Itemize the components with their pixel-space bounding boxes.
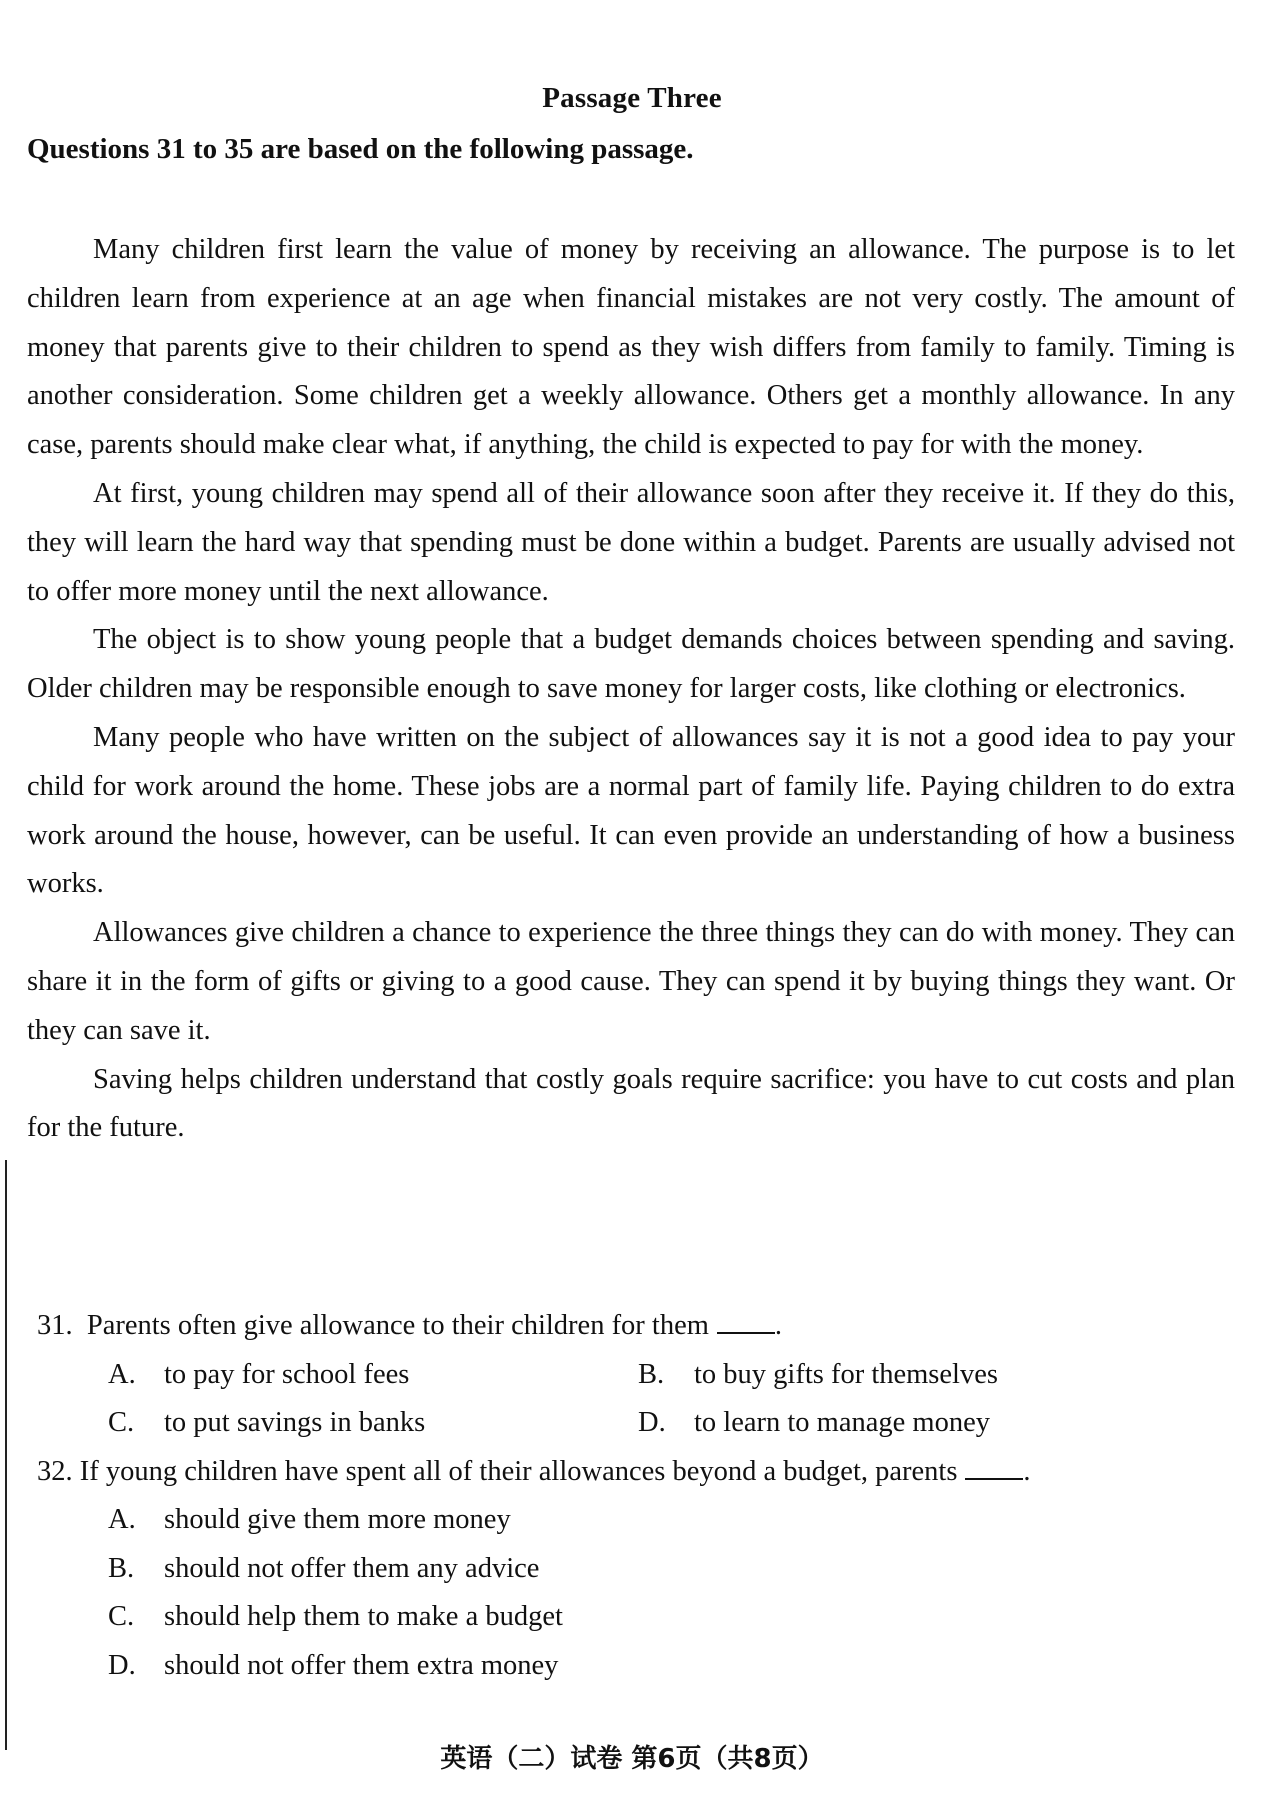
option-list (37, 1351, 1247, 1448)
question-stem (37, 1448, 1247, 1497)
answer-blank (717, 1310, 775, 1334)
option-letter: D. (108, 1649, 136, 1681)
option-letter: C. (108, 1601, 135, 1632)
passage-paragraph: Saving helps children understand that costly goals require sacrifice: you have to cut costs and plan for the future. (27, 1063, 1235, 1144)
option-letter: B. (108, 1552, 135, 1584)
instructions: Questions 31 to 35 are based on the following passage. (27, 133, 694, 165)
option-list (37, 1496, 1247, 1690)
passage-title: Passage Three (542, 82, 722, 114)
question-32 (37, 1448, 1247, 1691)
option-text: to put savings in banks (164, 1407, 426, 1438)
option-text: to learn to manage money (694, 1407, 990, 1438)
questions-section (37, 1302, 1247, 1690)
option-letter: A. (108, 1358, 136, 1390)
question-text: Parents often give allowance to their children for them (86, 1310, 709, 1341)
option-letter: C. (108, 1407, 135, 1438)
option-a[interactable] (108, 1351, 638, 1400)
option-text: should help them to make a budget (164, 1601, 563, 1632)
option-letter: A. (108, 1504, 136, 1535)
passage-paragraph: The object is to show young people that a budget demands choices between spending and saving. Older children may be responsible enough to save money for larger costs, like clothing or electronics. (27, 624, 1235, 705)
option-text: should give them more money (164, 1504, 511, 1535)
question-end-punct: . (774, 1310, 783, 1341)
passage-paragraph: Many children first learn the value of money by receiving an allowance. The purpose is to let children learn from experience at an age when financial mistakes are not very costly. The amount of money that parents give to their children to spend as they wish differs from family to family. Timing is another consideration. Some children get a weekly allowance. Others get a monthly allowance. In any case, parents should make clear what, if anything, the child is expected to pay for with the money. (27, 234, 1235, 461)
passage-body (27, 226, 1235, 1153)
question-31 (37, 1302, 1247, 1448)
option-letter: D. (638, 1407, 666, 1438)
option-b[interactable] (108, 1545, 1247, 1594)
page-footer: 英语（二）试卷 第6页（共8页） (440, 1744, 824, 1774)
passage-paragraph: Allowances give children a chance to experience the three things they can do with money. They can share it in the form of gifts or giving to a good cause. They can spend it by buying things they want. Or they can save it. (27, 917, 1235, 1046)
option-d[interactable] (638, 1399, 1198, 1448)
option-letter: B. (638, 1358, 665, 1390)
question-end-punct: . (1023, 1455, 1031, 1487)
passage-paragraph: At first, young children may spend all of their allowance soon after they receive it. If they do this, they will learn the hard way that spending must be done within a budget. Parents are usually advised not to offer more money until the next allowance. (27, 477, 1235, 607)
option-text: should not offer them any advice (164, 1552, 540, 1584)
passage-paragraph: Many people who have written on the subject of allowances say it is not a good idea to pay your child for work around the home. These jobs are a normal part of family life. Paying children to do extra work around the house, however, can be useful. It can even provide an understanding of how a business works. (27, 721, 1235, 900)
option-text: should not offer them extra money (164, 1649, 559, 1681)
question-stem (37, 1302, 1247, 1351)
option-c[interactable] (108, 1399, 638, 1448)
option-text: to buy gifts for themselves (694, 1358, 998, 1390)
question-text: If young children have spent all of their allowances beyond a budget, parents (79, 1455, 958, 1487)
question-number: 31. (37, 1310, 73, 1341)
option-c[interactable] (108, 1593, 1247, 1642)
answer-blank (965, 1456, 1023, 1480)
option-text: to pay for school fees (164, 1358, 410, 1390)
scan-edge-line (5, 1160, 7, 1750)
option-a[interactable] (108, 1496, 1247, 1545)
option-d[interactable] (108, 1642, 1247, 1691)
question-number: 32. (37, 1455, 73, 1487)
option-b[interactable] (638, 1351, 1198, 1400)
